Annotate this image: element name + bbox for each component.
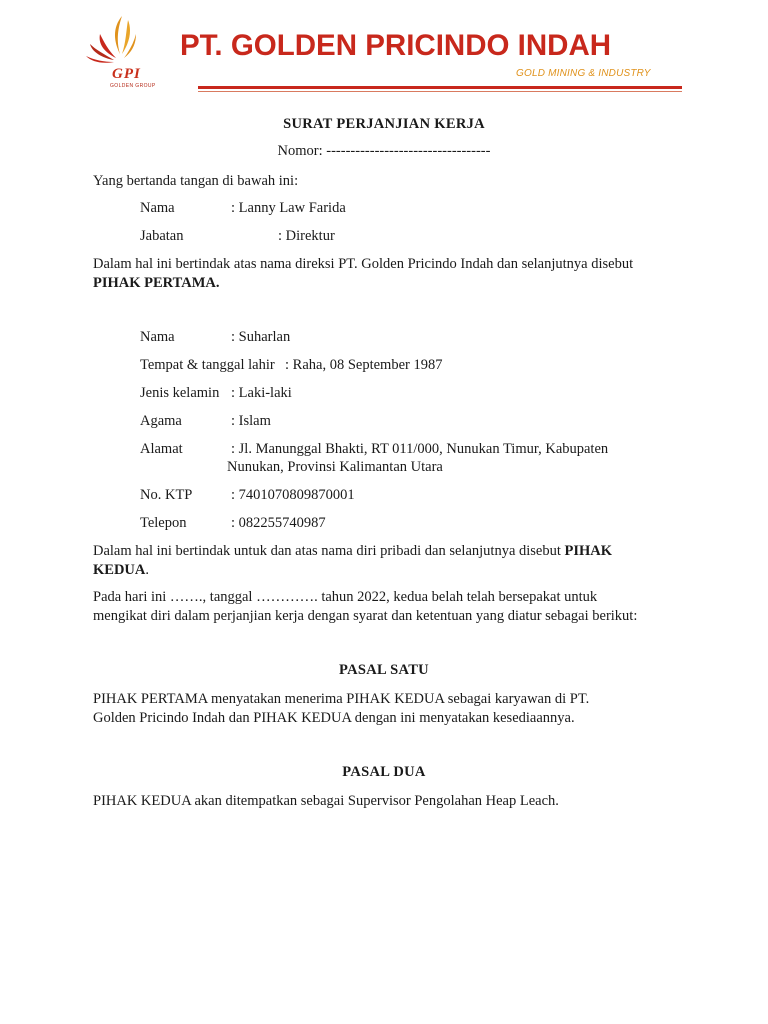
party2-ktp-value: : 7401070809870001 xyxy=(231,487,355,503)
pasal-dua-text: PIHAK KEDUA akan ditempatkan sebagai Supervisor Pengolahan Heap Leach. xyxy=(93,793,559,809)
logo-text: GPI xyxy=(112,66,141,82)
party2-alamat-value-1: : Jl. Manunggal Bhakti, RT 011/000, Nunukan Timur, Kabupaten xyxy=(231,441,609,457)
party2-agama-value: : Islam xyxy=(231,413,271,429)
letterhead xyxy=(0,0,768,100)
pasal-satu-text xyxy=(93,690,713,728)
agreement-line-1: Pada hari ini ……., tanggal …………. tahun 2022, kedua belah telah bersepakat untuk xyxy=(93,589,598,605)
company-logo xyxy=(76,14,156,90)
pasal-satu-line-2: Golden Pricindo Indah dan PIHAK KEDUA dengan ini menyatakan kesediaannya. xyxy=(93,710,575,726)
intro-text: Yang bertanda tangan di bawah ini: xyxy=(93,173,299,189)
agreement-text xyxy=(93,588,713,626)
document-title: SURAT PERJANJIAN KERJA xyxy=(283,116,485,132)
letterhead-rule xyxy=(198,86,682,89)
party2-ktp-label: No. KTP xyxy=(140,487,193,503)
letterhead-rule-thin xyxy=(198,91,682,92)
party2-ttl-value: : Raha, 08 September 1987 xyxy=(285,357,443,373)
party1-nama-value: : Lanny Law Farida xyxy=(231,200,346,216)
party2-agama-label: Agama xyxy=(140,413,182,429)
party2-alamat-label: Alamat xyxy=(140,441,183,457)
party1-jabatan-label: Jabatan xyxy=(140,228,184,244)
pasal-satu-heading: PASAL SATU xyxy=(339,662,429,678)
party2-telepon-label: Telepon xyxy=(140,515,187,531)
party2-telepon-value: : 082255740987 xyxy=(231,515,326,531)
party2-name-2: KEDUA xyxy=(93,562,146,578)
company-name: PT. GOLDEN PRICINDO INDAH xyxy=(180,29,612,62)
logo-subtext: GOLDEN GROUP xyxy=(110,83,156,89)
party1-statement-text: Dalam hal ini bertindak atas nama direksi PT. Golden Pricindo Indah dan selanjutnya disebut xyxy=(93,256,634,272)
pasal-satu-line-1: PIHAK PERTAMA menyatakan menerima PIHAK KEDUA sebagai karyawan di PT. xyxy=(93,691,590,707)
party2-name-1: PIHAK xyxy=(564,543,613,559)
party2-end: . xyxy=(145,562,149,578)
party1-name: PIHAK PERTAMA. xyxy=(93,275,220,291)
flame-logo-icon xyxy=(82,14,142,70)
party1-nama-label: Nama xyxy=(140,200,175,216)
pasal-dua-heading: PASAL DUA xyxy=(342,764,426,780)
party2-nama-value: : Suharlan xyxy=(231,329,291,345)
party2-jk-value: : Laki-laki xyxy=(231,385,292,401)
company-tagline: GOLD MINING & INDUSTRY xyxy=(516,68,651,79)
party1-statement xyxy=(93,255,693,293)
party2-jk-label: Jenis kelamin xyxy=(140,385,220,401)
party2-statement xyxy=(93,542,693,580)
agreement-line-2: mengikat diri dalam perjanjian kerja dengan syarat dan ketentuan yang diatur sebagai berikut: xyxy=(93,608,638,624)
party2-ttl-label: Tempat & tanggal lahir xyxy=(140,357,275,373)
party1-jabatan-value: : Direktur xyxy=(278,228,335,244)
party2-nama-label: Nama xyxy=(140,329,175,345)
party2-alamat-value-2: Nunukan, Provinsi Kalimantan Utara xyxy=(227,459,443,475)
document-number: Nomor: ---------------------------------- xyxy=(277,143,491,159)
party2-statement-text: Dalam hal ini bertindak untuk dan atas nama diri pribadi dan selanjutnya disebut xyxy=(93,543,561,559)
